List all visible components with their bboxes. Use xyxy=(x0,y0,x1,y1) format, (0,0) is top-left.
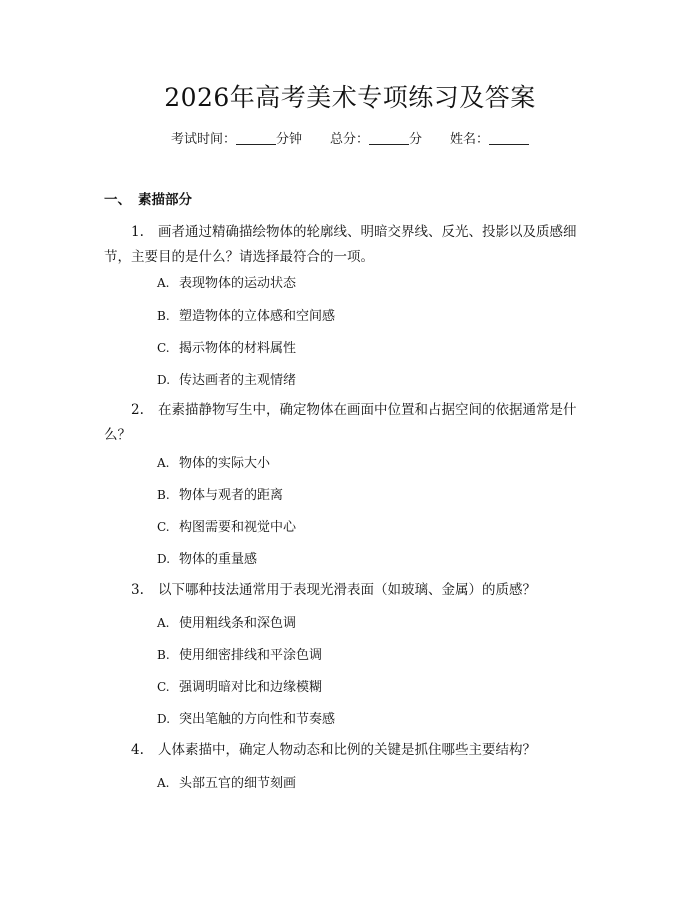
option-text: 揭示物体的材料属性 xyxy=(179,341,297,356)
question-2 xyxy=(104,398,600,448)
question-2-option-c xyxy=(157,515,296,540)
option-letter: C. xyxy=(157,520,170,534)
section-title: 素描部分 xyxy=(138,192,192,208)
question-1 xyxy=(104,220,600,270)
question-number: 4. xyxy=(131,742,144,758)
option-text: 构图需要和视觉中心 xyxy=(179,520,297,535)
option-letter: B. xyxy=(157,309,170,323)
total-score-field xyxy=(330,128,422,152)
question-2-option-b xyxy=(157,483,283,508)
question-number: 2. xyxy=(131,402,144,418)
document-title: 2026年高考美术专项练习及答案 xyxy=(164,83,536,112)
question-3-option-c xyxy=(157,675,322,700)
option-text: 物体的实际大小 xyxy=(179,456,271,471)
question-text: 在素描静物写生中，确定物体在画面中位置和占据空间的依据通常是什么？ xyxy=(104,402,577,443)
question-3-option-d xyxy=(157,707,335,732)
exam-time-label: 考试时间： xyxy=(170,132,236,147)
option-letter: D. xyxy=(157,552,171,566)
option-text: 头部五官的细节刻画 xyxy=(179,776,297,791)
question-3-option-a xyxy=(157,611,296,636)
option-text: 物体与观者的距离 xyxy=(179,488,284,503)
option-letter: B. xyxy=(157,488,170,502)
option-text: 突出笔触的方向性和节奏感 xyxy=(179,712,336,727)
option-text: 传达画者的主观情绪 xyxy=(179,373,297,388)
section-heading xyxy=(104,188,192,212)
question-4 xyxy=(104,738,600,763)
option-letter: C. xyxy=(157,341,170,355)
option-letter: B. xyxy=(157,648,170,662)
question-text: 画者通过精确描绘物体的轮廓线、明暗交界线、反光、投影以及质感细节，主要目的是什么？请选择最符合的一项。 xyxy=(104,224,577,265)
question-1-option-d xyxy=(157,368,296,393)
option-text: 表现物体的运动状态 xyxy=(179,276,297,291)
option-letter: D. xyxy=(157,712,171,726)
question-3 xyxy=(104,578,600,603)
question-1-option-c xyxy=(157,336,296,361)
option-letter: A. xyxy=(157,276,170,290)
option-text: 塑造物体的立体感和空间感 xyxy=(179,309,336,324)
exam-time-blank xyxy=(236,130,276,145)
exam-time-field xyxy=(171,128,302,152)
question-3-option-b xyxy=(157,643,322,668)
question-text: 以下哪种技法通常用于表现光滑表面（如玻璃、金属）的质感？ xyxy=(158,582,536,598)
question-2-option-d xyxy=(157,547,257,572)
section-number: 一、 xyxy=(104,192,131,208)
student-name-blank xyxy=(489,130,529,145)
question-1-option-a xyxy=(157,271,296,296)
option-letter: A. xyxy=(157,616,170,630)
option-text: 强调明暗对比和边缘模糊 xyxy=(179,680,323,695)
option-letter: A. xyxy=(157,456,170,470)
option-text: 使用细密排线和平涂色调 xyxy=(179,648,323,663)
question-text: 人体素描中，确定人物动态和比例的关键是抓住哪些主要结构？ xyxy=(158,742,536,758)
question-number: 1. xyxy=(131,224,144,240)
question-4-option-a xyxy=(157,771,296,796)
question-1-option-b xyxy=(157,304,335,329)
option-letter: A. xyxy=(157,776,170,790)
exam-time-unit: 分钟 xyxy=(275,132,302,147)
total-score-unit: 分 xyxy=(409,132,423,147)
option-letter: D. xyxy=(157,373,171,387)
total-score-blank xyxy=(369,130,409,145)
student-name-label: 姓名： xyxy=(450,132,490,147)
option-text: 使用粗线条和深色调 xyxy=(179,616,297,631)
total-score-label: 总分： xyxy=(329,132,369,147)
option-text: 物体的重量感 xyxy=(179,552,258,567)
question-2-option-a xyxy=(157,451,270,476)
option-letter: C. xyxy=(157,680,170,694)
question-number: 3. xyxy=(131,582,144,598)
student-name-field xyxy=(450,128,529,152)
exam-info-line xyxy=(0,128,700,152)
